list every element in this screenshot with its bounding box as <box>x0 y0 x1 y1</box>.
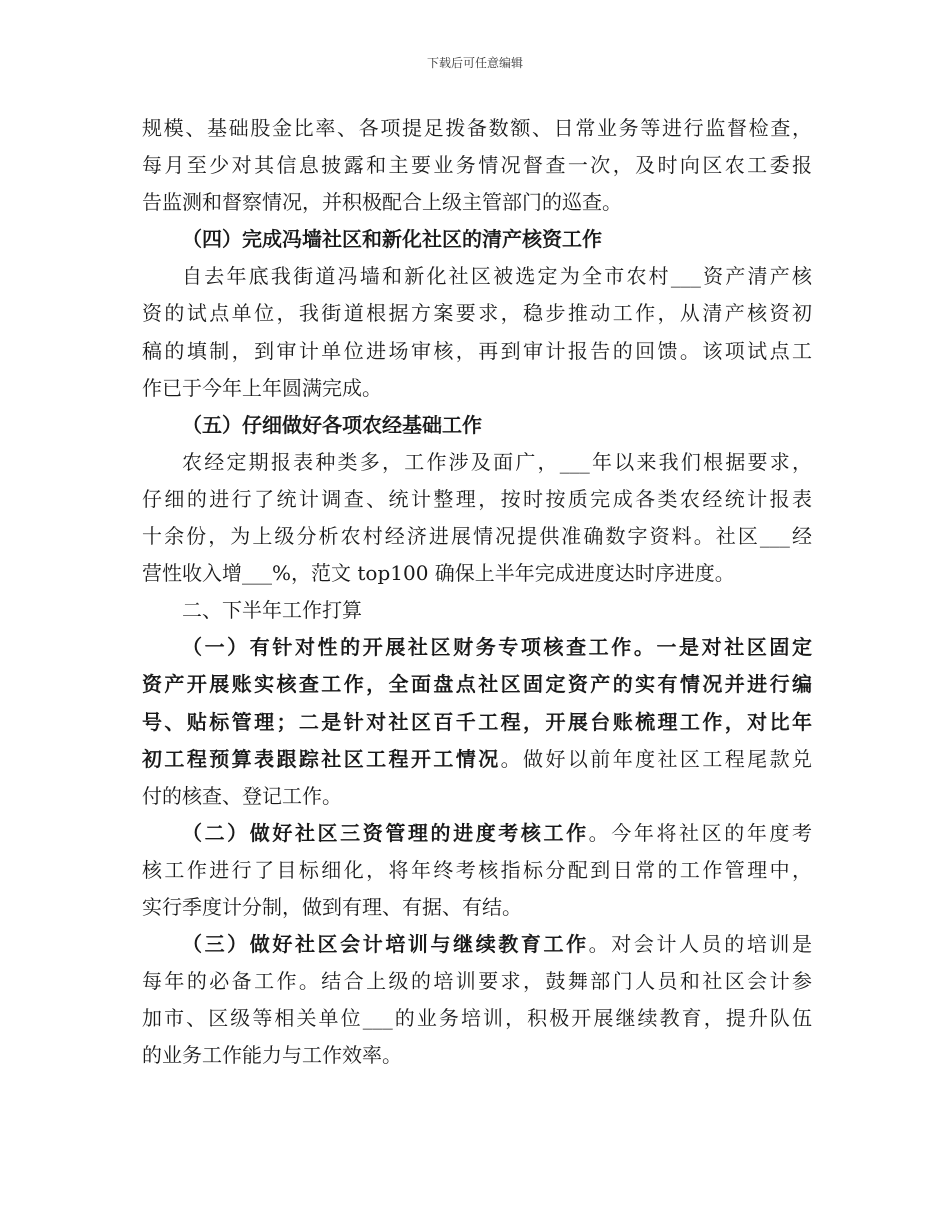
text-line <box>142 963 812 1000</box>
bold-text-segment: （一）有针对性的开展社区财务专项核查工作。一是对社区固定 <box>182 635 812 660</box>
text-segment: 。今年将社区的年度考 <box>588 820 813 845</box>
text-line <box>142 370 812 407</box>
text-segment: 。对会计人员的培训是 <box>588 932 813 957</box>
text-line <box>142 221 812 258</box>
text-line <box>142 444 812 481</box>
text-line <box>142 333 812 370</box>
text-segment: 十余份，为上级分析农村经济进展情况提供准确数字资料。社区___经 <box>142 524 812 549</box>
text-line <box>142 926 812 963</box>
text-segment: 核工作进行了目标细化，将年终考核指标分配到日常的工作管理中， <box>142 857 812 882</box>
document-body <box>142 110 812 1074</box>
bold-text-segment: （五）仔细做好各项农经基础工作 <box>182 412 482 437</box>
bold-text-segment: （三）做好社区会计培训与继续教育工作 <box>182 932 589 957</box>
text-segment: 的业务工作能力与工作效率。 <box>142 1043 402 1068</box>
text-line <box>142 1000 812 1037</box>
text-line <box>142 778 812 815</box>
text-segment: 作已于今年上年圆满完成。 <box>142 375 382 400</box>
text-line <box>142 258 812 295</box>
bold-text-segment: 资产开展账实核查工作，全面盘点社区固定资产的实有情况并进行编 <box>142 672 812 697</box>
text-segment: 营性收入增___%，范文 top100 确保上半年完成进度达时序进度。 <box>142 561 735 586</box>
text-line <box>142 184 812 221</box>
text-line <box>142 629 812 666</box>
bold-text-segment: 初工程预算表跟踪社区工程开工情况 <box>142 746 501 771</box>
text-line <box>142 147 812 184</box>
text-line <box>142 518 812 555</box>
text-line <box>142 666 812 703</box>
text-line <box>142 481 812 518</box>
text-line <box>142 852 812 889</box>
text-segment: 二、下半年工作打算 <box>182 598 362 623</box>
text-segment: 。做好以前年度社区工程尾款兑 <box>500 746 813 771</box>
text-line <box>142 815 812 852</box>
text-line <box>142 1037 812 1074</box>
text-segment: 每月至少对其信息披露和主要业务情况督查一次，及时向区农工委报 <box>142 153 812 178</box>
text-line <box>142 407 812 444</box>
text-segment: 仔细的进行了统计调查、统计整理，按时按质完成各类农经统计报表 <box>142 486 812 511</box>
text-segment: 付的核查、登记工作。 <box>142 783 342 808</box>
text-segment: 稿的填制，到审计单位进场审核，再到审计报告的回馈。该项试点工 <box>142 338 812 363</box>
text-line <box>142 555 812 592</box>
bold-text-segment: 号、贴标管理；二是针对社区百千工程，开展台账梳理工作，对比年 <box>142 709 812 734</box>
text-line <box>142 295 812 332</box>
text-segment: 加市、区级等相关单位___的业务培训，积极开展继续教育，提升队伍 <box>142 1006 812 1031</box>
text-line <box>142 110 812 147</box>
text-segment: 资的试点单位，我街道根据方案要求，稳步推动工作，从清产核资初 <box>142 301 812 326</box>
page-header: 下载后可任意编辑 <box>426 56 523 70</box>
text-line <box>142 889 812 926</box>
bold-text-segment: （四）完成冯墙社区和新化社区的清产核资工作 <box>182 227 602 252</box>
text-segment: 规模、基础股金比率、各项提足拨备数额、日常业务等进行监督检查， <box>142 116 812 140</box>
text-segment: 每年的必备工作。结合上级的培训要求，鼓舞部门人员和社区会计参 <box>142 969 812 994</box>
text-line <box>142 704 812 741</box>
text-segment: 农经定期报表种类多，工作涉及面广，___年以来我们根据要求， <box>182 449 812 474</box>
text-segment: 实行季度计分制，做到有理、有据、有结。 <box>142 894 522 919</box>
text-segment: 自去年底我街道冯墙和新化社区被选定为全市农村___资产清产核 <box>182 264 812 289</box>
text-line <box>142 592 812 629</box>
text-line <box>142 741 812 778</box>
text-segment: 告监测和督察情况，并积极配合上级主管部门的巡查。 <box>142 190 622 215</box>
bold-text-segment: （二）做好社区三资管理的进度考核工作 <box>182 820 589 845</box>
